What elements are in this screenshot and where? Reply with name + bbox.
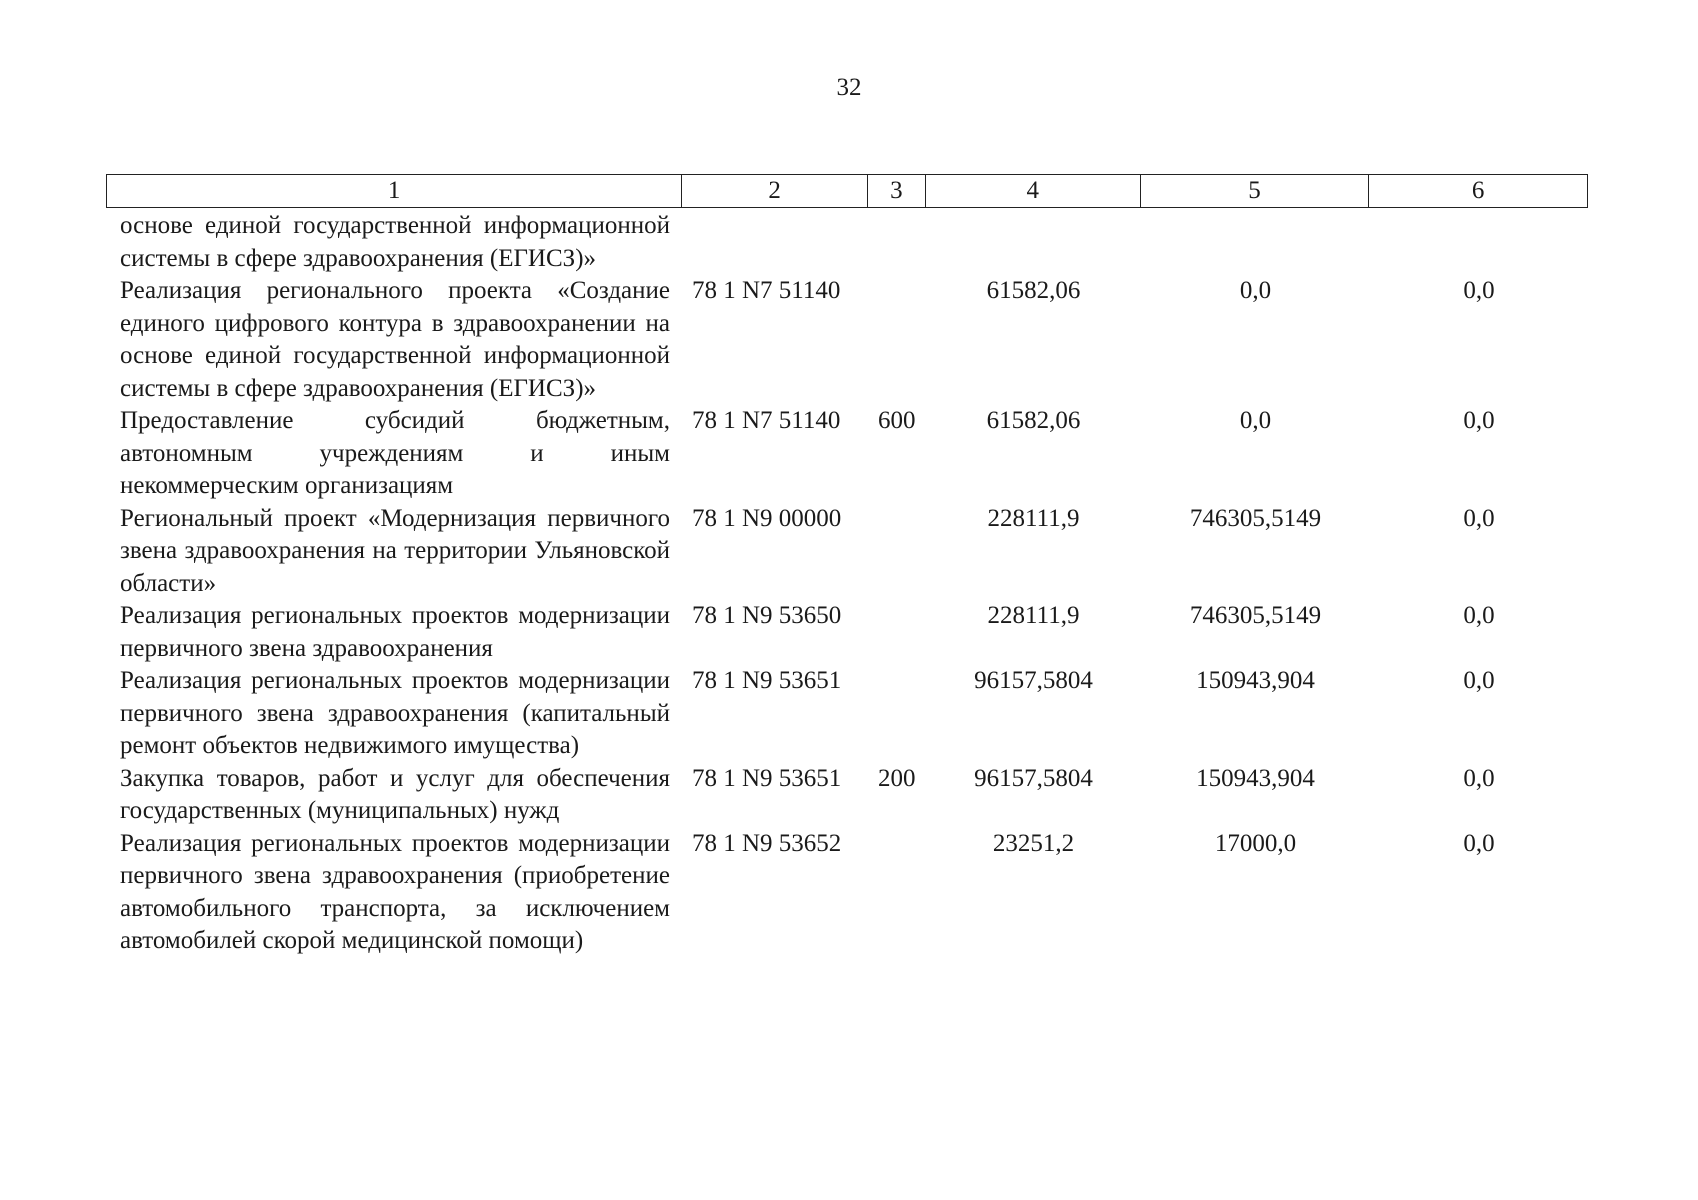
row-expense-type bbox=[868, 828, 926, 958]
page-number: 32 bbox=[836, 74, 862, 101]
row-name: Реализация региональных проектов модернизации первичного звена здравоохранения (приобретение автомобильного транспорта, за исключением автомобилей скорой медицинской помощи) bbox=[120, 829, 670, 954]
row-value-col5: 0,0 bbox=[1239, 277, 1272, 304]
header-col-4: 4 bbox=[926, 175, 1141, 207]
table-row bbox=[106, 503, 1588, 601]
row-value-col4: 61582,06 bbox=[986, 407, 1081, 434]
header-col-5: 5 bbox=[1141, 175, 1370, 207]
table-header bbox=[106, 174, 1588, 208]
table-row bbox=[106, 210, 1588, 275]
row-code bbox=[682, 210, 868, 275]
row-value-col4: 61582,06 bbox=[986, 277, 1081, 304]
row-value-col6: 0,0 bbox=[1463, 829, 1495, 857]
row-value-col4: 228111,9 bbox=[987, 504, 1080, 532]
table-body bbox=[106, 208, 1588, 958]
table-row bbox=[106, 763, 1588, 828]
table-row bbox=[106, 828, 1588, 958]
row-code: 78 1 N9 53652 bbox=[692, 829, 842, 857]
row-value-col4: 96157,5804 bbox=[974, 667, 1093, 694]
row-value-col4 bbox=[926, 210, 1141, 275]
row-value-col4: 96157,5804 bbox=[974, 764, 1093, 792]
row-value-col5: 150943,904 bbox=[1196, 667, 1315, 694]
row-name: Предоставление субсидий бюджетным, автономным учреждениям и иным некоммерческим организациям bbox=[120, 407, 670, 499]
row-code: 78 1 N9 53650 bbox=[692, 602, 842, 629]
row-value-col6: 0,0 bbox=[1463, 504, 1495, 532]
row-code: 78 1 N9 53651 bbox=[692, 667, 842, 694]
row-value-col5: 150943,904 bbox=[1196, 764, 1315, 792]
table-row bbox=[106, 665, 1588, 763]
row-expense-type bbox=[868, 665, 926, 763]
row-value-col5: 746305,5149 bbox=[1189, 602, 1322, 629]
row-name: Реализация регионального проекта «Создание единого цифрового контура в здравоохранении на основе единой государственной информационной системы в сфере здравоохранения (ЕГИСЗ)» bbox=[120, 277, 670, 402]
row-code: 78 1 N9 53651 bbox=[692, 764, 842, 792]
table-row bbox=[106, 275, 1588, 405]
row-value-col4: 228111,9 bbox=[987, 602, 1080, 629]
row-value-col6: 0,0 bbox=[1463, 667, 1495, 694]
header-col-1: 1 bbox=[107, 175, 682, 207]
row-value-col6 bbox=[1370, 210, 1588, 275]
table-row bbox=[106, 405, 1588, 503]
row-expense-type: 200 bbox=[878, 764, 916, 792]
row-value-col5 bbox=[1141, 210, 1370, 275]
header-col-6: 6 bbox=[1471, 177, 1485, 204]
row-value-col5: 17000,0 bbox=[1214, 829, 1297, 857]
row-expense-type bbox=[868, 503, 926, 601]
row-value-col6: 0,0 bbox=[1463, 277, 1495, 304]
budget-table bbox=[106, 174, 1588, 958]
row-expense-type bbox=[868, 600, 926, 665]
row-code: 78 1 N9 00000 bbox=[692, 504, 842, 532]
row-value-col5: 746305,5149 bbox=[1189, 504, 1322, 532]
row-expense-type: 600 bbox=[878, 407, 916, 434]
row-code: 78 1 N7 51140 bbox=[692, 407, 841, 434]
header-col-2: 2 bbox=[682, 175, 868, 207]
row-expense-type bbox=[868, 275, 926, 405]
row-value-col6: 0,0 bbox=[1463, 764, 1495, 792]
row-name: Реализация региональных проектов модернизации первичного звена здравоохранения (капитальный ремонт объектов недвижимого имущества) bbox=[120, 667, 670, 759]
header-col-3: 3 bbox=[868, 175, 926, 207]
row-name: Закупка товаров, работ и услуг для обеспечения государственных (муниципальных) нужд bbox=[120, 764, 670, 824]
row-name: основе единой государственной информационной системы в сфере здравоохранения (ЕГИСЗ)» bbox=[120, 212, 670, 272]
row-name: Реализация региональных проектов модернизации первичного звена здравоохранения bbox=[120, 602, 670, 662]
row-code: 78 1 N7 51140 bbox=[692, 277, 841, 304]
row-value-col5: 0,0 bbox=[1239, 407, 1272, 434]
row-value-col4: 23251,2 bbox=[992, 829, 1075, 857]
row-value-col6: 0,0 bbox=[1463, 407, 1495, 434]
row-value-col6: 0,0 bbox=[1463, 602, 1495, 629]
table-row bbox=[106, 600, 1588, 665]
row-expense-type bbox=[868, 210, 926, 275]
row-name: Региональный проект «Модернизация первичного звена здравоохранения на территории Ульяновской области» bbox=[120, 504, 670, 597]
